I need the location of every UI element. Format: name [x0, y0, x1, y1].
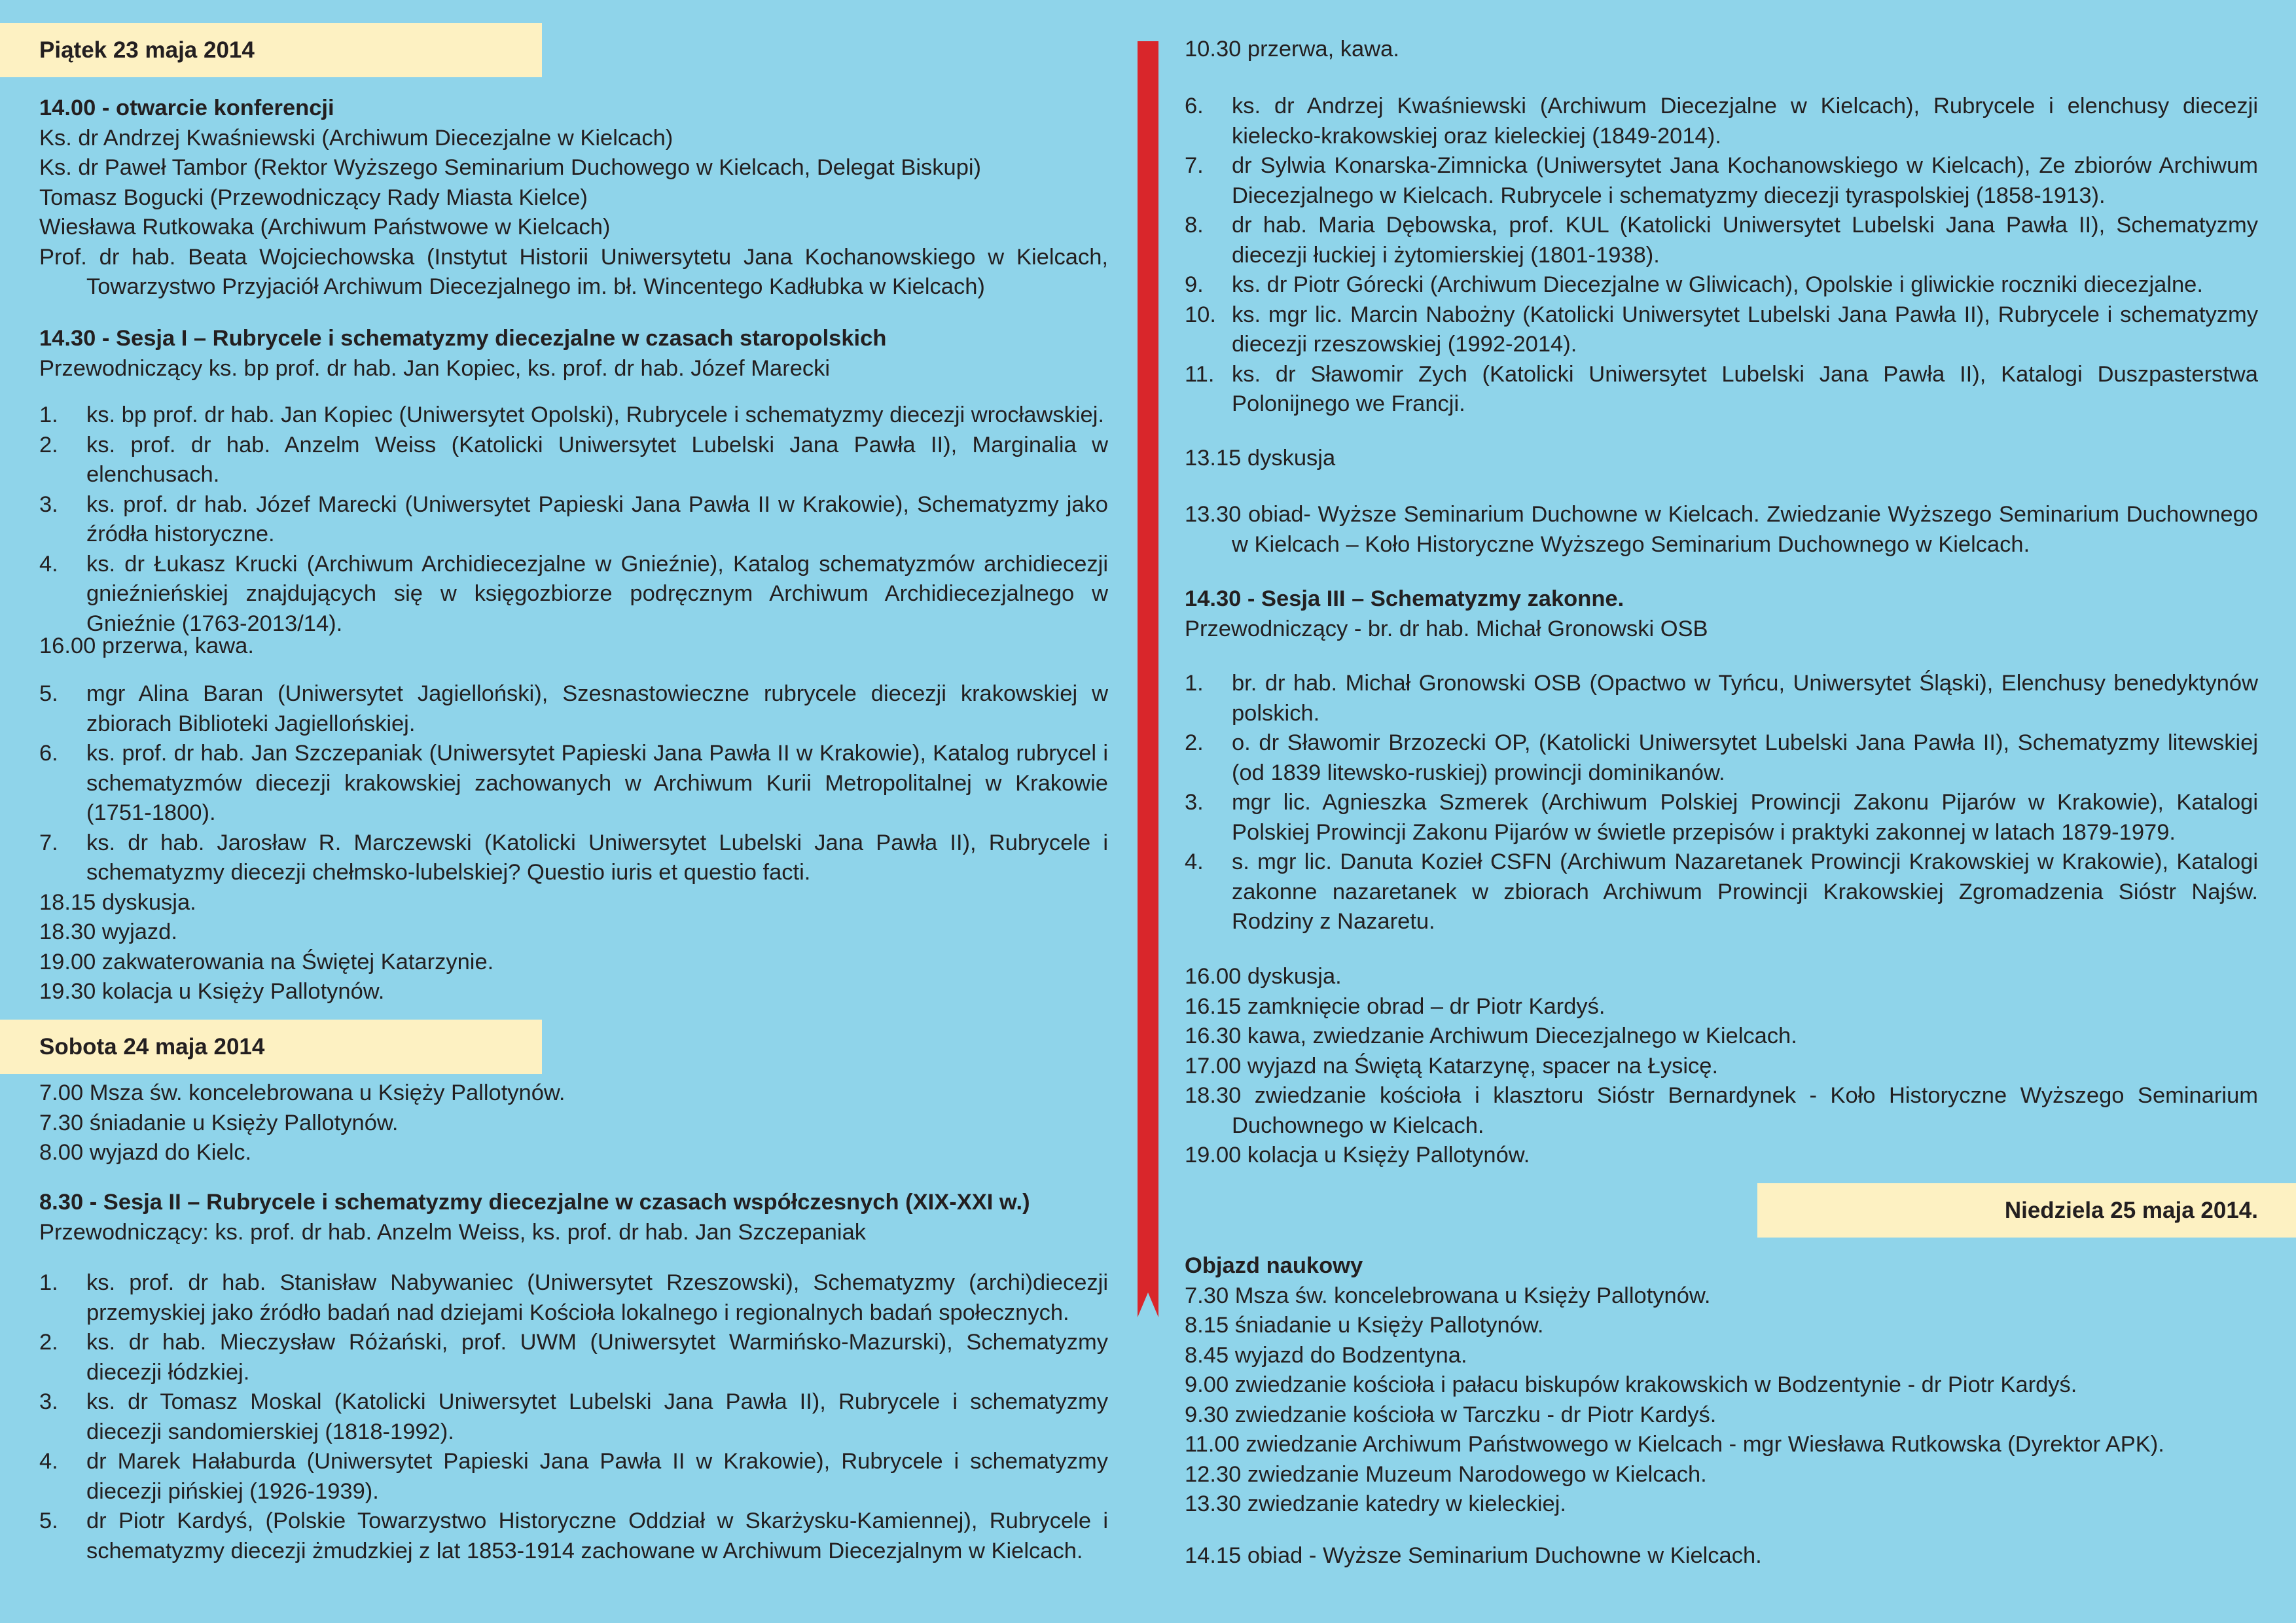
item-text: ks. prof. dr hab. Jan Szczepaniak (Uniwersytet Papieski Jana Pawła II w Krakowie), Katalog rubrycel i schematyzmów diecezji krakowskiej zachowanych w Archiwum Kurii Metropolitalnej w Krakowie (1751-1800).	[86, 741, 1108, 825]
session-3-section	[1185, 584, 2258, 644]
list-item	[1185, 847, 2258, 937]
session-1-list-b	[39, 679, 1108, 1007]
item-text: ks. dr Sławomir Zych (Katolicki Uniwersytet Lubelski Jana Pawła II), Katalogi Duszpasterstwa Polonijnego we Francji.	[1232, 361, 2258, 416]
ribbon-divider	[1138, 41, 1158, 1317]
list-item	[39, 431, 1108, 490]
day-header-saturday-label: Sobota 24 maja 2014	[39, 1034, 265, 1060]
discussion-2	[1185, 444, 2258, 474]
list-item	[1185, 270, 2258, 300]
item-number: 5.	[39, 1508, 58, 1533]
item-number: 1.	[1185, 671, 1204, 696]
item-text: ks. prof. dr hab. Józef Marecki (Uniwersytet Papieski Jana Pawła II w Krakowie), Schematyzmy jako źródła historyczne.	[86, 491, 1108, 546]
item-number: 9.	[1185, 272, 1204, 297]
list-item	[39, 1507, 1108, 1566]
item-number: 8.	[1185, 213, 1204, 238]
item-number: 2.	[39, 1330, 58, 1355]
session-2-list-a	[39, 1268, 1108, 1566]
list-item	[39, 1328, 1108, 1387]
sunday-lunch	[1185, 1541, 2258, 1571]
break-1	[39, 632, 1108, 662]
item-number: 3.	[39, 1389, 58, 1414]
item-text: ks. dr Andrzej Kwaśniewski (Archiwum Diecezjalne w Kielcach), Rubrycele i elenchusy diecezji kielecko-krakowskiej oraz kieleckiej (1849-2014).	[1232, 94, 2258, 149]
item-text: dr hab. Maria Dębowska, prof. KUL (Katolicki Uniwersytet Lubelski Jana Pawła II), Schematyzmy diecezji łuckiej i żytomierskiej (1801-1938).	[1232, 213, 2258, 268]
list-item	[39, 1387, 1108, 1447]
item-number: 5.	[39, 681, 58, 706]
break-2	[1185, 35, 2258, 65]
schedule-line: 7.00 Msza św. koncelebrowana u Księży Pallotynów.	[39, 1080, 565, 1105]
opening-line: Ks. dr Paweł Tambor (Rektor Wyższego Seminarium Duchowego w Kielcach, Delegat Biskupi)	[39, 155, 982, 180]
schedule-line: 18.30 wyjazd.	[39, 919, 177, 944]
item-text: o. dr Sławomir Brzozecki OP, (Katolicki Uniwersytet Lubelski Jana Pawła II), Schematyzmy litewskiej (od 1839 litewsko-ruskiej) prowincji dominikanów.	[1232, 730, 2258, 785]
schedule-line: 17.00 wyjazd na Świętą Katarzynę, spacer na Łysicę.	[1185, 1053, 1719, 1079]
list-item	[39, 1268, 1108, 1328]
list-item	[1185, 211, 2258, 270]
item-number: 4.	[39, 551, 58, 577]
schedule-line: 16.30 kawa, zwiedzanie Archiwum Diecezjalnego w Kielcach.	[1185, 1024, 1797, 1048]
list-item	[39, 490, 1108, 550]
lunch-saturday	[1185, 500, 2258, 560]
schedule-line: 7.30 Msza św. koncelebrowana u Księży Pallotynów.	[1185, 1283, 1711, 1308]
session-3-list	[1185, 669, 2258, 937]
opening-line: Wiesława Rutkowaka (Archiwum Państwowe w Kielcach)	[39, 215, 611, 240]
saturday-afternoon	[1185, 962, 2258, 1171]
list-item	[39, 829, 1108, 888]
item-text: dr Marek Hałaburda (Uniwersytet Papieski Jana Pawła II w Krakowie), Rubrycele i schematyzmy diecezji pińskiej (1926-1939).	[86, 1449, 1108, 1504]
item-text: dr Piotr Kardyś, (Polskie Towarzystwo Historyczne Oddział w Skarżysku-Kamiennej), Rubrycele i schematyzmy diecezji żmudzkiej z lat 1853-1914 zachowane w Archiwum Diecezjalnym w Kielcach.	[86, 1508, 1108, 1563]
day-header-sunday-label: Niedziela 25 maja 2014.	[2004, 1198, 2258, 1223]
day-header-sunday	[1757, 1183, 2296, 1238]
opening-line: Prof. dr hab. Beata Wojciechowska (Instytut Historii Uniwersytetu Jana Kochanowskiego w Kielcach, Towarzystwo Przyjaciół Archiwum Diecezjalnego im. bł. Wincentego Kadłubka w Kielcach)	[39, 244, 1108, 299]
list-item	[39, 550, 1108, 639]
sunday-title: Objazd naukowy	[1185, 1253, 1363, 1278]
item-text: ks. dr hab. Jarosław R. Marczewski (Katolicki Uniwersytet Lubelski Jana Pawła II), Rubrycele i schematyzmy diecezji chełmsko-lubelskiej? Questio iuris et questio facti.	[86, 830, 1108, 885]
schedule-line: 18.30 zwiedzanie kościoła i klasztoru Sióstr Bernardynek - Koło Historyczne Wyższego Seminarium Duchownego w Kielcach.	[1185, 1083, 2258, 1138]
session-3-chair: Przewodniczący - br. dr hab. Michał Gronowski OSB	[1185, 616, 1708, 641]
schedule-line: 18.15 dyskusja.	[39, 889, 196, 915]
list-item	[1185, 151, 2258, 211]
item-text: dr Sylwia Konarska-Zimnicka (Uniwersytet Jana Kochanowskiego w Kielcach), Ze zbiorów Archiwum Diecezjalnego w Kielcach. Rubrycele i schematyzmy diecezji tyraspolskiej (1858-1913).	[1232, 153, 2258, 208]
session-2-chair: Przewodniczący: ks. prof. dr hab. Anzelm Weiss, ks. prof. dr hab. Jan Szczepaniak	[39, 1219, 867, 1245]
opening-title: 14.00 - otwarcie konferencji	[39, 96, 334, 120]
schedule-line: 16.00 dyskusja.	[1185, 964, 1342, 989]
item-text: mgr lic. Agnieszka Szmerek (Archiwum Polskiej Prowincji Zakonu Pijarów w Krakowie), Katalogi Polskiej Prowincji Zakonu Pijarów w świetle przepisów i praktyki zakonnej w latach 1879-1979.	[1232, 790, 2258, 845]
sunday-section	[1185, 1251, 2258, 1520]
lunch-saturday-text: 13.30 obiad- Wyższe Seminarium Duchowne w Kielcach. Zwiedzanie Wyższego Seminarium Duchownego w Kielcach – Koło Historyczne Wyższego Seminarium Duchownego w Kielcach.	[1185, 502, 2258, 557]
schedule-line: 8.45 wyjazd do Bodzentyna.	[1185, 1342, 1467, 1368]
item-text: ks. mgr lic. Marcin Nabożny (Katolicki Uniwersytet Lubelski Jana Pawła II), Rubrycele i schematyzmy diecezji rzeszowskiej (1992-2014).	[1232, 302, 2258, 357]
item-number: 2.	[39, 432, 58, 457]
session-1-chair: Przewodniczący ks. bp prof. dr hab. Jan Kopiec, ks. prof. dr hab. Józef Marecki	[39, 355, 831, 381]
opening-line: Tomasz Bogucki (Przewodniczący Rady Miasta Kielce)	[39, 185, 588, 210]
day-header-friday	[0, 23, 542, 77]
break-1-text: 16.00 przerwa, kawa.	[39, 633, 254, 658]
list-item	[1185, 92, 2258, 151]
item-text: ks. dr Łukasz Krucki (Archiwum Archidiecezjalne w Gnieźnie), Katalog schematyzmów archidiecezji gnieźnieńskiej znajdujących się w księgozbiorze podręcznym Archiwum Archidiecezjalnego w Gnieźnie (1763-2013/14).	[86, 551, 1108, 636]
schedule-line: 8.00 wyjazd do Kielc.	[39, 1140, 252, 1165]
list-item	[1185, 669, 2258, 728]
schedule-line: 8.15 śniadanie u Księży Pallotynów.	[1185, 1313, 1544, 1338]
list-item	[1185, 300, 2258, 360]
session-1-list-a	[39, 401, 1108, 639]
item-number: 10.	[1185, 302, 1216, 327]
item-text: ks. prof. dr hab. Stanisław Nabywaniec (Uniwersytet Rzeszowski), Schematyzmy (archi)diecezji przemyskiej jako źródło badań nad dziejami Kościoła lokalnego i regionalnych badań społecznych.	[86, 1270, 1108, 1325]
day-header-friday-label: Piątek 23 maja 2014	[39, 37, 255, 63]
item-number: 1.	[39, 402, 58, 427]
schedule-line: 19.00 zakwaterowania na Świętej Katarzynie.	[39, 949, 494, 974]
item-text: mgr Alina Baran (Uniwersytet Jagielloński), Szesnastowieczne rubrycele diecezji krakowskiej w zbiorach Biblioteki Jagiellońskiej.	[86, 681, 1108, 736]
session-1-section	[39, 324, 1108, 383]
schedule-line: 9.00 zwiedzanie kościoła i pałacu biskupów krakowskich w Bodzentynie - dr Piotr Kardyś.	[1185, 1372, 2077, 1397]
list-item	[1185, 360, 2258, 419]
item-text: ks. dr Tomasz Moskal (Katolicki Uniwersytet Lubelski Jana Pawła II), Rubrycele i schematyzmy diecezji sandomierskiej (1818-1992).	[86, 1389, 1108, 1444]
schedule-line: 19.30 kolacja u Księży Pallotynów.	[39, 979, 385, 1004]
discussion-2-text: 13.15 dyskusja	[1185, 446, 1336, 471]
item-text: s. mgr lic. Danuta Kozieł CSFN (Archiwum Nazaretanek Prowincji Krakowskiej w Krakowie), Katalogi zakonne nazaretanek w zbiorach Archiwum Prowincji Krakowskiej Zgromadzenia Sióstr Najśw. Rodziny z Nazaretu.	[1232, 849, 2258, 934]
session-3-title: 14.30 - Sesja III – Schematyzmy zakonne.	[1185, 586, 1624, 611]
item-number: 6.	[1185, 94, 1204, 118]
item-number: 2.	[1185, 730, 1204, 755]
session-1-title: 14.30 - Sesja I – Rubrycele i schematyzmy diecezjalne w czasach staropolskich	[39, 326, 887, 351]
opening-section	[39, 94, 1108, 302]
session-2-title: 8.30 - Sesja II – Rubrycele i schematyzmy diecezjalne w czasach współczesnych (XIX-XXI w.)	[39, 1190, 1030, 1215]
item-number: 3.	[1185, 790, 1204, 815]
list-item	[39, 679, 1108, 739]
item-number: 4.	[39, 1449, 58, 1474]
schedule-line: 13.30 zwiedzanie katedry w kieleckiej.	[1185, 1491, 1566, 1516]
item-number: 1.	[39, 1270, 58, 1295]
item-number: 11.	[1185, 361, 1215, 387]
session-2-section	[39, 1188, 1108, 1247]
schedule-line: 11.00 zwiedzanie Archiwum Państwowego w Kielcach - mgr Wiesława Rutkowska (Dyrektor APK).	[1185, 1432, 2164, 1457]
item-text: ks. bp prof. dr hab. Jan Kopiec (Uniwersytet Opolski), Rubrycele i schematyzmy diecezji wrocławskiej.	[86, 402, 1104, 427]
day-header-saturday	[0, 1020, 542, 1074]
break-2-text: 10.30 przerwa, kawa.	[1185, 37, 1399, 62]
item-text: br. dr hab. Michał Gronowski OSB (Opactwo w Tyńcu, Uniwersytet Śląski), Elenchusy benedyktynów polskich.	[1232, 671, 2258, 726]
item-number: 3.	[39, 491, 58, 517]
session-2-list-b	[1185, 92, 2258, 419]
list-item	[1185, 728, 2258, 788]
item-text: ks. dr hab. Mieczysław Różański, prof. UWM (Uniwersytet Warmińsko-Mazurski), Schematyzmy diecezji łódzkiej.	[86, 1330, 1108, 1385]
item-number: 6.	[39, 741, 58, 766]
item-number: 4.	[1185, 849, 1204, 874]
sunday-lunch-text: 14.15 obiad - Wyższe Seminarium Duchowne w Kielcach.	[1185, 1543, 1762, 1568]
list-item	[39, 739, 1108, 829]
list-item	[1185, 788, 2258, 847]
list-item	[39, 401, 1108, 431]
item-text: ks. prof. dr hab. Anzelm Weiss (Katolicki Uniwersytet Lubelski Jana Pawła II), Marginalia w elenchusach.	[86, 432, 1108, 487]
list-item	[39, 1447, 1108, 1507]
item-number: 7.	[39, 830, 58, 855]
schedule-line: 19.00 kolacja u Księży Pallotynów.	[1185, 1143, 1530, 1168]
schedule-line: 12.30 zwiedzanie Muzeum Narodowego w Kielcach.	[1185, 1461, 1707, 1487]
schedule-line: 9.30 zwiedzanie kościoła w Tarczku - dr Piotr Kardyś.	[1185, 1402, 1717, 1427]
saturday-morning	[39, 1079, 1108, 1168]
opening-line: Ks. dr Andrzej Kwaśniewski (Archiwum Diecezjalne w Kielcach)	[39, 125, 673, 151]
schedule-line: 16.15 zamknięcie obrad – dr Piotr Kardyś.	[1185, 993, 1605, 1019]
item-number: 7.	[1185, 153, 1204, 178]
item-text: ks. dr Piotr Górecki (Archiwum Diecezjalne w Gliwicach), Opolskie i gliwickie roczniki diecezjalne.	[1232, 272, 2203, 297]
schedule-line: 7.30 śniadanie u Księży Pallotynów.	[39, 1110, 399, 1135]
